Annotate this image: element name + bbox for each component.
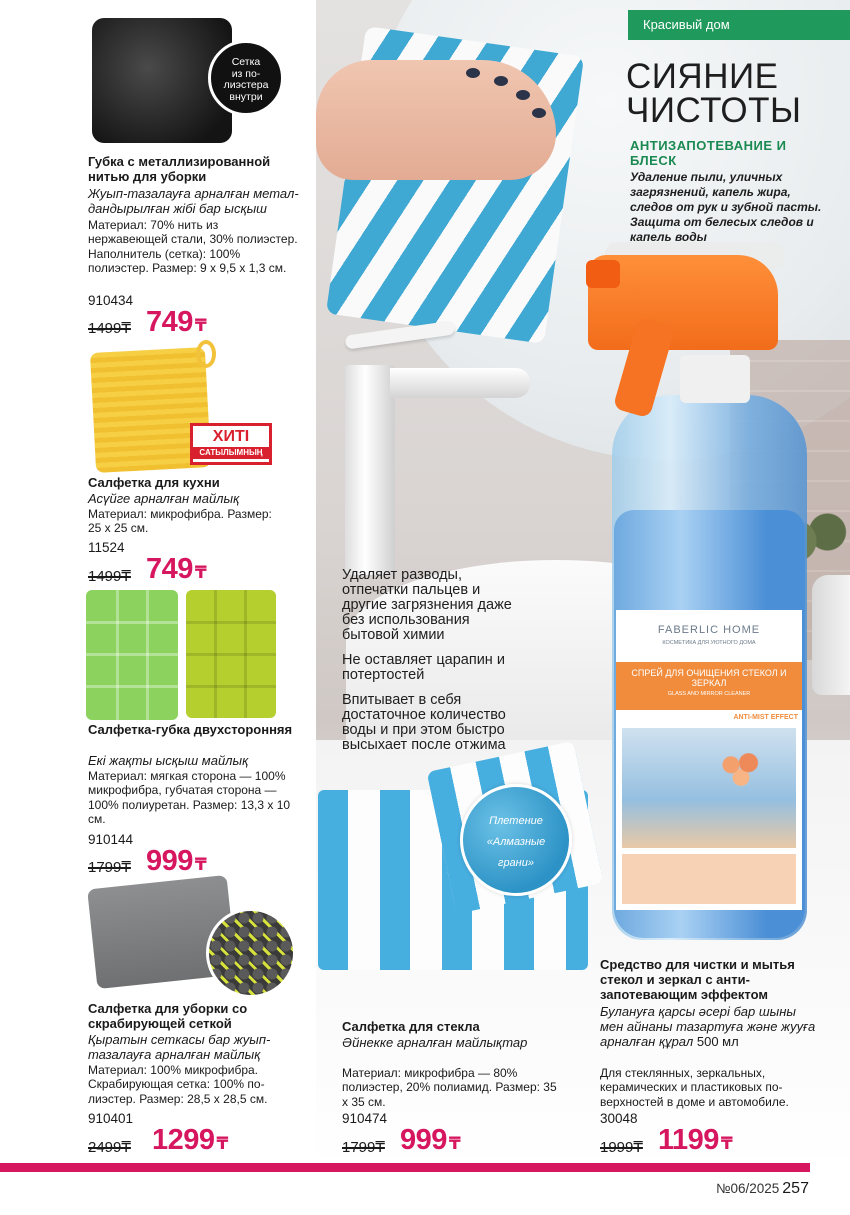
currency-sign: ₸ [720,1134,733,1153]
hand-image [316,60,556,180]
mesh-badge-line: внутри [229,90,263,103]
price-value: 1299 [152,1124,215,1156]
price-value: 749 [146,553,193,585]
label-brand-sub: КОСМЕТИКА ДЛЯ УЮТНОГО ДОМА [662,640,756,646]
product-description: Материал: мягкая сторона — 100% микрофибра, губчатая сторона — 100% полиуретан. Размер: 13,3 х 10 см. [88,769,291,826]
product-title-kz-text: Булануға қарсы әсері бар шыны мен айнаны тазартуға және жууға арналған құрал [600,1004,816,1049]
footer-bar [0,1163,810,1172]
scrub-mesh-closeup [206,908,296,998]
old-price: 1499₸ [88,568,131,585]
old-price: 1999₸ [600,1139,643,1156]
sponge-foam-side-image [186,590,276,718]
product-title: Салфетка для стекла [342,1019,480,1034]
benefits-list [342,568,512,763]
price [146,553,206,586]
label-picture [622,728,796,848]
nail [466,68,480,78]
product-code: 910474 [342,1111,388,1126]
product-title-kz: Жуып-тазалауға арналған метал-дандырылған жібі бар ысқыш [88,186,299,216]
label-band-title: СПРЕЙ ДЛЯ ОЧИЩЕНИЯ СТЕКОЛ И ЗЕРКАЛ [631,668,787,689]
category-tag: Красивый дом [628,10,850,40]
weave-badge-text [463,811,569,874]
mesh-badge-text [211,57,281,103]
benefit-item: Впитывает в себя достаточное количество воды и при этом быстро высыхает после отжима [342,692,506,753]
label-brand: FABERLIC HOME [657,624,761,636]
label-fine-print [622,854,796,904]
product-title: Губка с металлизированной нитью для уборки [88,154,271,184]
product-title: Салфетка-губка двухсторонняя [88,722,293,737]
product-code: 11524 [88,540,125,555]
sponge-soft-side-image [86,590,178,720]
mesh-badge-line: Сетка [231,56,261,68]
product-code: 910144 [88,832,134,847]
product-description: Материал: микрофибра. Размер: 25 х 25 см. [88,507,272,536]
currency-sign: ₸ [194,563,207,582]
weave-badge-line: Плетение [489,815,543,827]
currency-sign: ₸ [448,1134,461,1153]
bottle-label [616,610,802,910]
product-title-kz: Екі жақты ысқыш майлық [88,753,249,768]
price [658,1124,732,1157]
old-price: 2499₸ [88,1139,131,1156]
product-title-kz: Асүйге арналған майлық [88,491,240,506]
currency-sign: ₸ [194,855,207,874]
product-volume: 500 мл [696,1034,739,1049]
label-flowers [716,748,766,790]
product-title-kz: Қыратын сеткасы бар жуып-тазалауға арналған майлық [88,1032,271,1062]
nail [516,90,530,100]
spray-nozzle [586,260,620,288]
product-code: 910401 [88,1111,134,1126]
price [146,845,206,878]
currency-sign: ₸ [216,1134,228,1153]
product-title: Средство для чистки и мытья стекол и зеркал с анти-запотевающим эффектом [600,957,795,1002]
price [146,306,206,339]
mesh-badge-line: из по- [231,67,261,80]
label-band-sub: GLASS AND MIRROR CLEANER [667,690,751,697]
price-value: 749 [146,306,193,338]
old-price: 1799₸ [88,859,131,876]
headline-line: ЧИСТОТЫ [626,91,802,130]
price [152,1124,228,1157]
benefit-item: Не оставляет царапин и потертостей [342,652,505,683]
headline-line: СИЯНИЕ [626,57,779,96]
weave-badge-line: «Алмазные [486,836,546,848]
nail [532,108,546,118]
product-title-kz [600,1004,820,1049]
weave-badge [460,784,572,896]
old-price: 1499₸ [88,320,131,337]
bestseller-badge [190,423,272,465]
vase-image [812,575,850,695]
nail [494,76,508,86]
product-code: 30048 [600,1111,638,1126]
label-band [616,662,802,710]
page-number: 257 [782,1180,809,1197]
mesh-badge [208,40,284,116]
benefit-item: Удаляет разводы, отпечатки пальцев и другие загрязнения даже без использования бытовой химии [342,567,512,643]
intro-text: Удаление пыли, уличных загрязнений, капель жира, следов от рук и зубной пасты. Защита от белесых следов и капель воды [630,170,822,244]
product-title: Салфетка для кухни [88,475,220,490]
product-description: Материал: 70% нить из нержавеющей стали, 30% полиэстер. Наполнитель (сетка): 100% полиэстер. Размер: 9 х 9,5 х 1,3 см. [88,218,298,275]
bottle-neck [680,355,750,403]
product-title-kz: Әйнекке арналған майлықтар [342,1035,528,1050]
issue-number: №06/2025 [716,1181,780,1196]
price-value: 999 [400,1124,447,1156]
product-description: Материал: 100% микрофибра. Скрабирующая сетка: 100% по-лиэстер. Размер: 28,5 х 28,5 см. [88,1063,268,1106]
headline [626,57,846,130]
label-anti-mist: ANTI-MIST EFFECT [733,714,798,721]
price-value: 999 [146,845,193,877]
price [400,1124,460,1157]
weave-badge-line: грани» [498,857,534,869]
product-title: Салфетка для уборки со скрабирующей сеткой [88,1001,248,1031]
mesh-badge-line: лиэстера [223,79,269,91]
bestseller-badge-sub: САТЫЛЫМНЫҢ [193,447,269,459]
faucet-spout [390,368,530,398]
old-price: 1799₸ [342,1139,385,1156]
price-value: 1199 [658,1124,719,1156]
currency-sign: ₸ [194,316,207,335]
bestseller-badge-title: ХИТІ [212,428,250,445]
product-code: 910434 [88,293,134,308]
faucet [345,365,395,575]
cloth-hanging-loop [196,340,216,368]
product-description: Материал: микрофибра — 80% полиэстер, 20% полиамид. Размер: 35 х 35 см. [342,1066,557,1109]
footer-info [716,1180,809,1198]
sub-headline: АНТИЗАПОТЕВАНИЕ И БЛЕСК [630,138,787,168]
product-description: Для стеклянных, зеркальных, керамических и пластиковых по-верхностей в доме и автомобиле. [600,1066,789,1109]
